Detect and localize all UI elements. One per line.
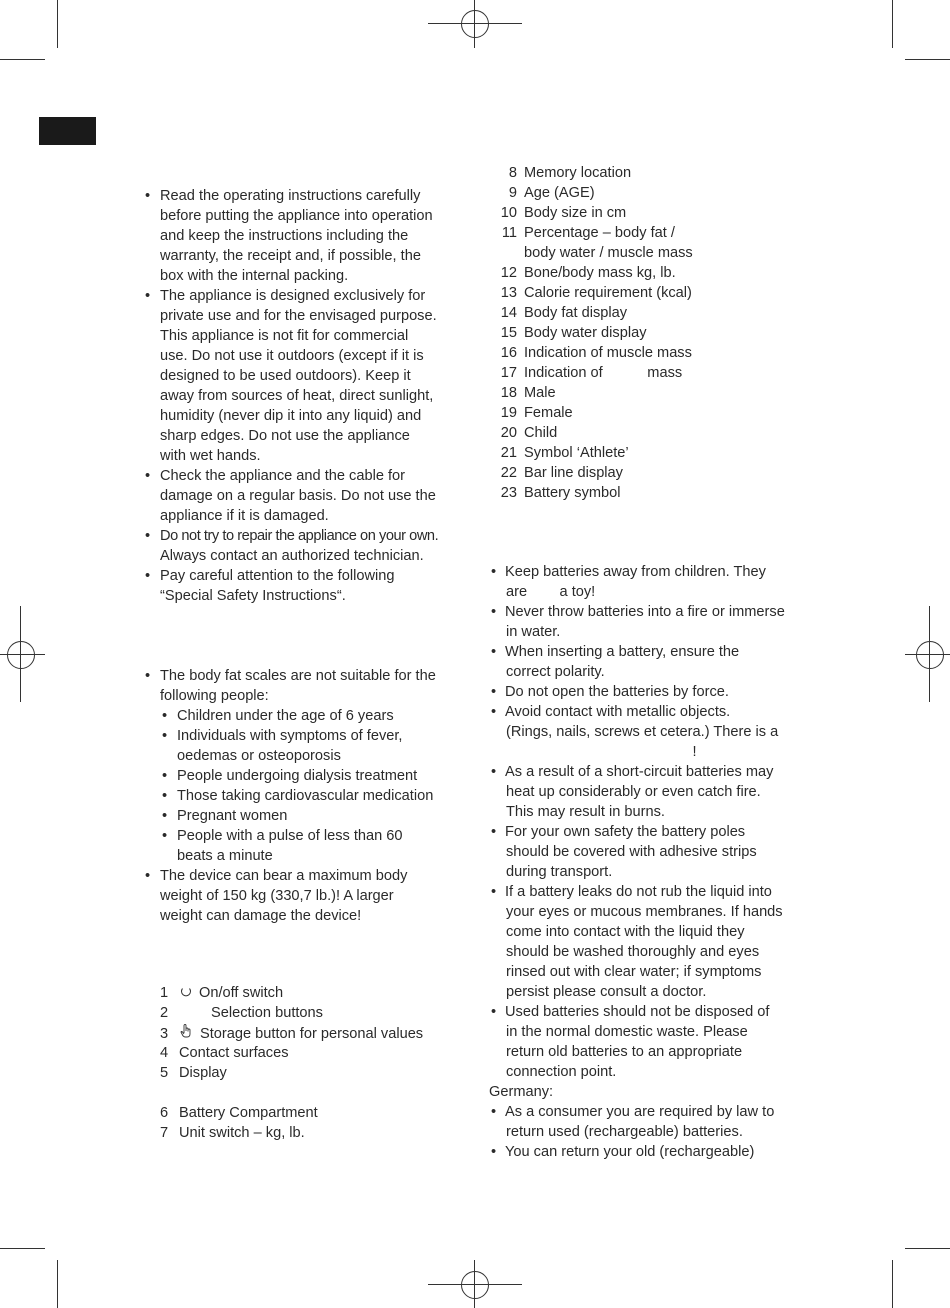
power-icon [179,983,199,1003]
display-item [493,403,813,423]
item-text: People undergoing dialysis treatment [177,768,418,784]
list-item-continuation [489,922,819,942]
item-text: Calorie requirement (kcal) [524,285,692,301]
item-text: private use and for the envisaged purpose. [160,308,437,324]
list-item [489,602,819,622]
sub-list-item [145,726,465,746]
item-text: body water / muscle mass [524,245,693,261]
list-item-continuation [145,446,465,466]
item-text: Do not open the batteries by force. [505,684,729,700]
item-text: Bar line display [524,465,623,481]
section-label [489,1082,819,1102]
list-item-continuation [489,582,819,602]
bullet-icon: • [162,788,168,804]
special-safety-list [145,666,465,926]
item-text: should be washed thoroughly and eyes [506,944,760,960]
display-item [493,463,813,483]
list-item [145,466,465,486]
part-label: Unit switch – kg, lb. [179,1125,305,1141]
part-item [145,1103,465,1123]
item-text: are a toy! [506,584,596,600]
display-item [493,303,813,323]
list-item-continuation [489,1062,819,1082]
display-item [493,423,813,443]
list-item [489,882,819,902]
hand-icon [179,1023,200,1045]
part-item [145,1003,465,1023]
bullet-icon: • [491,704,497,720]
item-text: Memory location [524,165,632,181]
item-text: If a battery leaks do not rub the liquid into [505,884,772,900]
item-text: Individuals with symptoms of fever, [177,728,403,744]
bullet-icon: • [145,568,151,584]
item-text: “Special Safety Instructions“. [160,588,346,604]
bullet-icon: • [162,828,168,844]
item-text: Child [524,425,558,441]
item-text: For your own safety the battery poles [505,824,746,840]
part-item [145,1043,465,1063]
display-item [493,483,813,503]
display-item [493,223,813,243]
item-text: Do not try to repair the appliance on your own. [160,528,439,544]
bullet-icon: • [162,708,168,724]
list-item [145,666,465,686]
item-number: 22 [500,465,517,481]
item-text: heat up considerably or even catch fire. [506,784,761,800]
item-text: designed to be used outdoors). Keep it [160,368,411,384]
item-number: 17 [500,365,517,381]
bullet-icon: • [491,764,497,780]
item-text: Indication of mass [524,365,683,381]
bullet-icon: • [491,884,497,900]
item-text: Body fat display [524,305,628,321]
bullet-icon: • [491,564,497,580]
bullet-icon: • [145,668,151,684]
bullet-icon: • [145,868,151,884]
item-number: 15 [500,325,517,341]
item-number: 11 [501,225,517,241]
list-item [145,286,465,306]
item-text: Male [524,385,556,401]
list-item [489,1002,819,1022]
item-number: 13 [500,285,517,301]
display-item [493,283,813,303]
list-item-continuation [489,1122,819,1142]
list-item-continuation [489,942,819,962]
bullet-icon: • [491,824,497,840]
item-text: Keep batteries away from children. They [505,564,766,580]
list-item-continuation [145,506,465,526]
item-number: 12 [500,265,517,281]
item-text: You can return your old (rechargeable) [505,1144,755,1160]
list-item [489,1142,819,1162]
bullet-icon: • [491,684,497,700]
item-text: and keep the instructions including the [160,228,409,244]
item-text: appliance if it is damaged. [160,508,329,524]
list-item-continuation [145,206,465,226]
list-item-continuation [489,962,819,982]
item-text: Battery symbol [524,485,621,501]
sub-list-item [145,786,465,806]
list-item-continuation [489,902,819,922]
part-number: 4 [160,1045,169,1061]
list-item-continuation [145,586,465,606]
item-text: connection point. [506,1064,617,1080]
list-item-continuation [145,746,465,766]
item-text: Symbol ‘Athlete’ [524,445,629,461]
part-item [145,1123,465,1143]
list-item-continuation [145,906,465,926]
bullet-icon: • [491,1104,497,1120]
list-item-continuation [145,406,465,426]
general-safety-list [145,186,465,606]
part-number: 5 [160,1065,169,1081]
item-text: with wet hands. [160,448,261,464]
item-text: Pregnant women [177,808,288,824]
part-number: 6 [160,1105,169,1121]
item-text: following people: [160,688,269,704]
list-item-continuation [489,1022,819,1042]
bullet-icon: • [491,644,497,660]
part-item [145,1063,465,1083]
list-item [489,702,819,722]
item-text: damage on a regular basis. Do not use the [160,488,436,504]
list-item-continuation [145,846,465,866]
list-item-continuation [145,886,465,906]
item-text: Used batteries should not be disposed of [505,1004,770,1020]
display-item [493,203,813,223]
part-label: Selection buttons [211,1005,323,1021]
list-item-continuation [489,782,819,802]
item-text: rinsed out with clear water; if symptoms [506,964,762,980]
display-item [493,343,813,363]
list-item [489,1102,819,1122]
sub-list-item [145,826,465,846]
list-item [145,566,465,586]
list-item-continuation [145,486,465,506]
display-item [493,163,813,183]
item-text: warranty, the receipt and, if possible, the [160,248,421,264]
part-item [145,983,465,1003]
part-label: Battery Compartment [179,1105,318,1121]
item-text: As a result of a short-circuit batteries may [505,764,774,780]
item-text: use. Do not use it outdoors (except if it is [160,348,424,364]
item-text: in water. [506,624,561,640]
bullet-icon: • [491,1144,497,1160]
item-text: humidity (never dip it into any liquid) and [160,408,422,424]
item-text: weight can damage the device! [160,908,362,924]
item-number: 16 [500,345,517,361]
item-text: weight of 150 kg (330,7 lb.)! A larger [160,888,394,904]
item-text: Pay careful attention to the following [160,568,395,584]
item-text: This may result in burns. [506,804,665,820]
list-item-continuation [489,802,819,822]
part-number: 7 [160,1125,169,1141]
list-item-continuation [489,662,819,682]
display-item [493,183,813,203]
item-text: When inserting a battery, ensure the [505,644,740,660]
display-item [493,383,813,403]
item-text: Children under the age of 6 years [177,708,394,724]
list-item-continuation [145,226,465,246]
part-label: On/off switch [199,985,284,1001]
item-text: Check the appliance and the cable for [160,468,406,484]
item-text: People with a pulse of less than 60 [177,828,403,844]
display-items-list [493,163,813,503]
item-text: box with the internal packing. [160,268,349,284]
list-item-continuation [145,426,465,446]
item-number: 23 [500,485,517,501]
item-text: (Rings, nails, screws et cetera.) There is a [506,724,779,740]
bullet-icon: • [491,1004,497,1020]
item-text: return used (rechargeable) batteries. [506,1124,743,1140]
list-item-continuation [145,326,465,346]
item-text: Age (AGE) [524,185,595,201]
battery-notes-list [489,562,819,1162]
item-text: As a consumer you are required by law to [505,1104,775,1120]
item-text: persist please consult a doctor. [506,984,707,1000]
display-item [493,263,813,283]
list-item-continuation [489,622,819,642]
bullet-icon: • [145,468,151,484]
bullet-icon: • [162,728,168,744]
part-number: 2 [160,1005,169,1021]
list-item-continuation [145,306,465,326]
item-text: beats a minute [177,848,273,864]
item-text: your eyes or mucous membranes. If hands [506,904,783,920]
item-text: away from sources of heat, direct sunlight, [160,388,434,404]
part-label: Storage button for personal values [200,1026,424,1042]
item-text: before putting the appliance into operation [160,208,433,224]
bullet-icon: • [162,808,168,824]
list-item-continuation [145,346,465,366]
item-text: Read the operating instructions carefully [160,188,421,204]
sub-list-item [145,706,465,726]
list-item-continuation [489,1042,819,1062]
item-number: 20 [500,425,517,441]
bullet-icon: • [145,288,151,304]
list-item-continuation [145,546,465,566]
item-text: ! [506,744,697,760]
item-number: 9 [508,185,517,201]
item-text: Body water display [524,325,647,341]
part-number: 3 [160,1026,169,1042]
part-item [145,1023,465,1043]
part-label: Contact surfaces [179,1045,289,1061]
list-item [145,186,465,206]
item-text: during transport. [506,864,613,880]
bullet-icon: • [491,604,497,620]
list-item-continuation [489,982,819,1002]
item-number: 19 [500,405,517,421]
item-text: in the normal domestic waste. Please [506,1024,748,1040]
item-text: return old batteries to an appropriate [506,1044,743,1060]
item-text: Avoid contact with metallic objects. [505,704,731,720]
display-item [493,363,813,383]
list-item-continuation [145,386,465,406]
sub-list-item [145,806,465,826]
list-item [145,866,465,886]
bullet-icon: • [162,768,168,784]
list-item-continuation [145,266,465,286]
item-text: come into contact with the liquid they [506,924,745,940]
part-number: 1 [160,985,169,1001]
item-text: Always contact an authorized technician. [160,548,424,564]
item-number: 14 [500,305,517,321]
controls-list [145,983,465,1143]
item-number: 8 [508,165,517,181]
item-number: 10 [500,205,517,221]
item-text: The appliance is designed exclusively for [160,288,426,304]
sub-list-item [145,766,465,786]
list-item-continuation [489,862,819,882]
list-item-continuation [493,243,813,263]
item-text: oedemas or osteoporosis [177,748,341,764]
item-text: correct polarity. [506,664,605,680]
item-text: Germany: [489,1084,554,1100]
item-number: 18 [500,385,517,401]
item-text: Those taking cardiovascular medication [177,788,434,804]
list-item-continuation [489,722,819,742]
list-item [489,762,819,782]
list-item-continuation [145,366,465,386]
item-text: sharp edges. Do not use the appliance [160,428,410,444]
item-text: Female [524,405,573,421]
item-text: should be covered with adhesive strips [506,844,757,860]
spacer [145,1083,465,1103]
list-item [489,642,819,662]
part-label: Display [179,1065,227,1081]
list-item [489,682,819,702]
item-number: 21 [500,445,517,461]
list-item [145,526,465,546]
list-item-continuation [489,742,819,762]
list-item-continuation [145,686,465,706]
list-item-continuation [145,246,465,266]
item-text: Percentage – body fat / [524,225,675,241]
bullet-icon: • [145,528,151,544]
item-text: Bone/body mass kg, lb. [524,265,676,281]
item-text: The body fat scales are not suitable for the [160,668,436,684]
list-item [489,822,819,842]
list-item-continuation [489,842,819,862]
list-item [489,562,819,582]
item-text: Body size in cm [524,205,627,221]
display-item [493,323,813,343]
item-text: The device can bear a maximum body [160,868,408,884]
item-text: This appliance is not fit for commercial [160,328,409,344]
item-text: Indication of muscle mass [524,345,692,361]
language-tab [39,117,96,145]
bullet-icon: • [145,188,151,204]
item-text: Never throw batteries into a fire or immerse [505,604,785,620]
display-item [493,443,813,463]
